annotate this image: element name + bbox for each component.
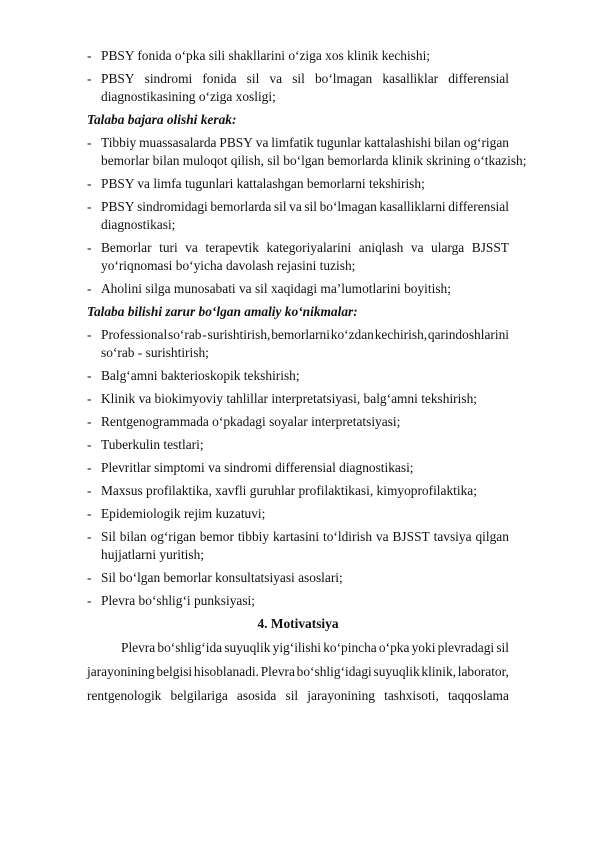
list-item: Plevra bo‘shlig‘i punksiyasi; [101, 593, 255, 608]
list-dash: - [87, 327, 92, 342]
word: o‘pka [378, 640, 410, 655]
list-dash: - [87, 135, 92, 150]
word: turi [159, 240, 178, 255]
word: og‘rigan [150, 529, 196, 544]
list-item: Maxsus profilaktika, xavfli guruhlar profilaktikasi, kimyoprofilaktika; [101, 483, 477, 498]
list-dash: - [87, 529, 92, 544]
list-item-line: yo‘riqnomasi bo‘yicha davolash rejasini tuzish; [101, 258, 356, 273]
list-dash: - [87, 48, 92, 63]
word: sil [285, 688, 299, 703]
list-item: Epidemiologik rejim kuzatuvi; [101, 506, 266, 521]
word: va [289, 199, 302, 214]
word: sil [273, 199, 287, 214]
list-item: Sil bo‘lgan bemorlar konsultatsiyasi asoslari; [101, 570, 343, 585]
word: ko‘pincha [323, 640, 377, 655]
word: asosida [236, 688, 277, 703]
list-item: Aholini silga munosabati va sil xaqidagi ma’lumotlarini boyitish; [101, 281, 451, 296]
word: suyuqlik [373, 664, 420, 679]
word: sil [496, 640, 509, 655]
word: ularga [431, 240, 465, 255]
word: - [202, 327, 207, 342]
word: Tibbiy [101, 135, 137, 150]
word: belgilariga [170, 688, 228, 703]
word: PBSY [101, 71, 135, 86]
list-item: Rentgenogrammada o‘pkadagi soyalar interpretatsiyasi; [101, 414, 401, 429]
list-dash: - [87, 368, 92, 383]
word: kartasini [272, 529, 320, 544]
word: bemor [199, 529, 234, 544]
word: qarindoshlarini [427, 327, 509, 342]
word: va [269, 71, 283, 86]
word: ko‘zdan [330, 327, 374, 342]
list-item-line: so‘rab - surishtirish; [101, 345, 209, 360]
list-dash: - [87, 391, 92, 406]
word: qilgan [475, 529, 509, 544]
list-item-line [101, 240, 509, 256]
list-dash: - [87, 281, 92, 296]
word: va [255, 135, 269, 150]
word: sil [304, 199, 317, 214]
word: kattalashishi [364, 135, 432, 150]
list-dash: - [87, 483, 92, 498]
word: va [185, 240, 198, 255]
word: plevradagi [437, 640, 495, 655]
word: belgisi [156, 664, 193, 679]
list-item-line [101, 199, 509, 215]
word: va [410, 240, 424, 255]
word: bemorlarda [210, 199, 272, 214]
word: Bemorlar [101, 240, 152, 255]
list-dash: - [87, 506, 92, 521]
word: differensial [448, 71, 509, 86]
word: kategoriyalarini [266, 240, 352, 255]
word: bemorlarni [271, 327, 330, 342]
list-dash: - [87, 460, 92, 475]
list-item: Plevritlar simptomi va sindromi differensial diagnostikasi; [101, 460, 414, 475]
list-dash: - [87, 71, 92, 86]
word: Professional [101, 327, 168, 342]
section-heading: Talaba bilishi zarur bo‘lgan amaliy ko‘nikmalar: [87, 304, 358, 319]
word: sindromi [144, 71, 193, 86]
word: og‘rigan [463, 135, 509, 150]
word: rentgenologik [87, 688, 162, 703]
word: bo‘lmagan [319, 199, 377, 214]
list-item-line [101, 529, 509, 545]
list-item-line: diagnostikasining o‘ziga xosligi; [101, 89, 276, 104]
word: Plevra [260, 664, 295, 679]
word: tashxisoti, [384, 688, 439, 703]
word: bilan [433, 135, 461, 150]
word: klinik, [421, 664, 457, 679]
word: sindromidagi [137, 199, 208, 214]
list-item-line [101, 71, 509, 87]
list-item-line: bemorlar bilan muloqot qilish, sil bo‘lgan bemorlarda klinik skrining o‘tkazish; [101, 153, 527, 168]
word: sil [246, 71, 260, 86]
word: jarayonining [87, 664, 155, 679]
list-item: Tuberkulin testlari; [101, 437, 204, 452]
word: laborator, [457, 664, 509, 679]
section-heading: Talaba bajara olishi kerak: [87, 112, 237, 127]
word: sil [292, 71, 305, 86]
list-item: Balg‘amni bakterioskopik tekshirish; [101, 368, 300, 383]
word: hisoblanadi. [193, 664, 259, 679]
list-item-line [101, 135, 509, 151]
paragraph-line [121, 640, 509, 656]
list-dash: - [87, 414, 92, 429]
word: yig‘ilishi [272, 640, 321, 655]
word: yoki [411, 640, 436, 655]
word: Plevra [121, 640, 156, 655]
list-dash: - [87, 570, 92, 585]
list-dash: - [87, 199, 92, 214]
list-dash: - [87, 240, 92, 255]
word: kasalliklar [382, 71, 439, 86]
word: differensial [448, 199, 509, 214]
word: to‘ldirish [322, 529, 373, 544]
word: taqqoslama [447, 688, 509, 703]
list-dash: - [87, 176, 92, 191]
list-dash: - [87, 437, 92, 452]
list-item: Klinik va biokimyoviy tahlillar interpretatsiyasi, balg‘amni tekshirish; [101, 391, 477, 406]
word: surishtirish, [207, 327, 271, 342]
paragraph-line [87, 664, 509, 680]
word: bo‘shlig‘idagi [296, 664, 372, 679]
word: fonida [202, 71, 237, 86]
word: aniqlash [358, 240, 404, 255]
word: BJSST [471, 240, 509, 255]
word: Sil [101, 529, 116, 544]
word: va [375, 529, 389, 544]
list-item: PBSY va limfa tugunlari kattalashgan bemorlarni tekshirish; [101, 176, 425, 191]
section-title: 4. Motivatsiya [257, 616, 339, 631]
word: muassasalarda [139, 135, 217, 150]
word: BJSST [392, 529, 430, 544]
word: tugunlar [316, 135, 362, 150]
word: kechirish, [374, 327, 428, 342]
word: limfatik [271, 135, 314, 150]
word: bo‘shlig‘ida [157, 640, 223, 655]
word: tavsiya [433, 529, 472, 544]
word: PBSY [219, 135, 253, 150]
word: tibbiy [237, 529, 270, 544]
word: jarayonining [307, 688, 375, 703]
list-item-line [101, 327, 509, 343]
list-item: PBSY fonida o‘pka sili shakllarini o‘ziga xos klinik kechishi; [101, 48, 431, 63]
word: bilan [119, 529, 147, 544]
paragraph-line [87, 688, 509, 704]
word: suyuqlik [224, 640, 271, 655]
word: bo‘lmagan [314, 71, 373, 86]
word: so‘rab [168, 327, 202, 342]
word: terapevtik [205, 240, 259, 255]
list-item-line: diagnostikasi; [101, 217, 176, 232]
list-dash: - [87, 593, 92, 608]
list-item-line: hujjatlarni yuritish; [101, 547, 205, 562]
word: PBSY [101, 199, 135, 214]
word: kasalliklarni [379, 199, 446, 214]
